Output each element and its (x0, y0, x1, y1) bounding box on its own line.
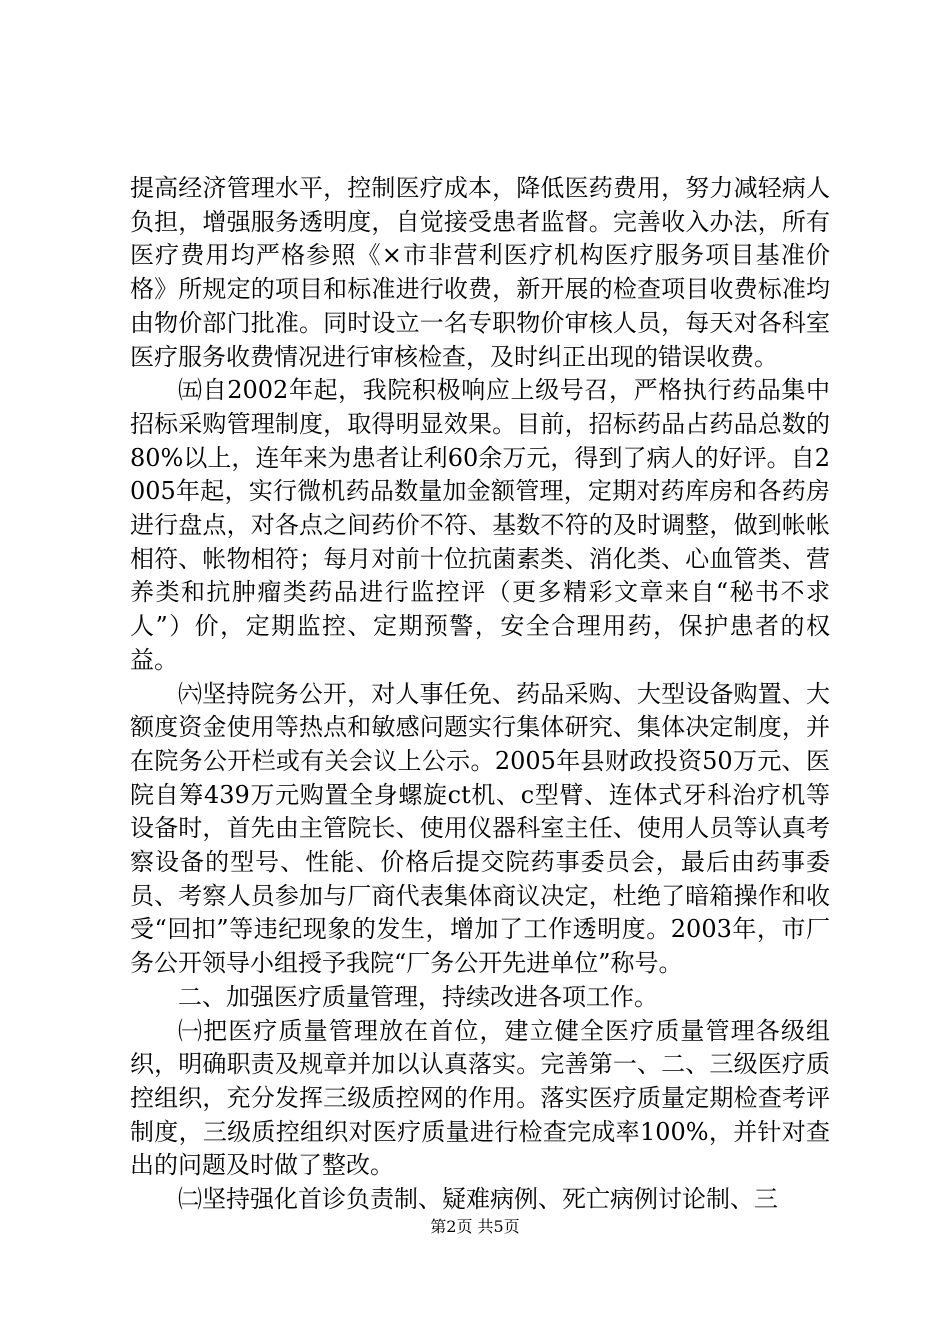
page-footer: 第2页 共5页 (430, 1217, 520, 1236)
document-body (130, 172, 830, 1217)
paragraph-item-2: ㈡坚持强化首诊负责制、疑难病例、死亡病例讨论制、三 (178, 1185, 778, 1214)
section-heading-2: 二、加强医疗质量管理，持续改进各项工作。 (178, 982, 658, 1011)
paragraph-item-5: ㈤自2002年起，我院积极响应上级号召，严格执行药品集中招标采购管理制度，取得明显效果。目前，招标药品占药品总数的80%以上，连年来为患者让利60余万元，得到了病人的好评。自2005年起，实行微机药品数量加金额管理，定期对药库房和各药房进行盘点，对各点之间药价不符、基数不符的及时调整，做到帐帐相符、帐物相符；每月对前十位抗菌素类、消化类、心血管类、营养类和抗肿瘤类药品进行监控评（更多精彩文章来自“秘书不求人”）价，定期监控、定期预警，安全合理用药，保护患者的权益。 (130, 376, 830, 674)
paragraph-item-1: ㈠把医疗质量管理放在首位，建立健全医疗质量管理各级组织，明确职责及规章并加以认真落实。完善第一、二、三级医疗质控组织，充分发挥三级质控网的作用。落实医疗质量定期检查考评制度，三级质控组织对医疗质量进行检查完成率100%，并针对查出的问题及时做了整改。 (130, 1016, 830, 1180)
paragraph-continuation: 提高经济管理水平，控制医疗成本，降低医药费用，努力减轻病人负担，增强服务透明度，自觉接受患者监督。完善收入办法，所有医疗费用均严格参照《×市非营利医疗机构医疗服务项目基准价格》所规定的项目和标准进行收费，新开展的检查项目收费标准均由物价部门批准。同时设立一名专职物价审核人员，每天对各科室医疗服务收费情况进行审核检查，及时纠正出现的错误收费。 (130, 174, 830, 371)
paragraph-item-6: ㈥坚持院务公开，对人事任免、药品采购、大型设备购置、大额度资金使用等热点和敏感问题实行集体研究、集体决定制度，并在院务公开栏或有关会议上公示。2005年县财政投资50万元、医院自筹439万元购置全身螺旋ct机、c型臂、连体式牙科治疗机等设备时，首先由主管院长、使用仪器科室主任、使用人员等认真考察设备的型号、性能、价格后提交院药事委员会，最后由药事委员、考察人员参加与厂商代表集体商议决定，杜绝了暗箱操作和收受“回扣”等违纪现象的发生，增加了工作透明度。2003年，市厂务公开领导小组授予我院“厂务公开先进单位”称号。 (130, 679, 830, 978)
